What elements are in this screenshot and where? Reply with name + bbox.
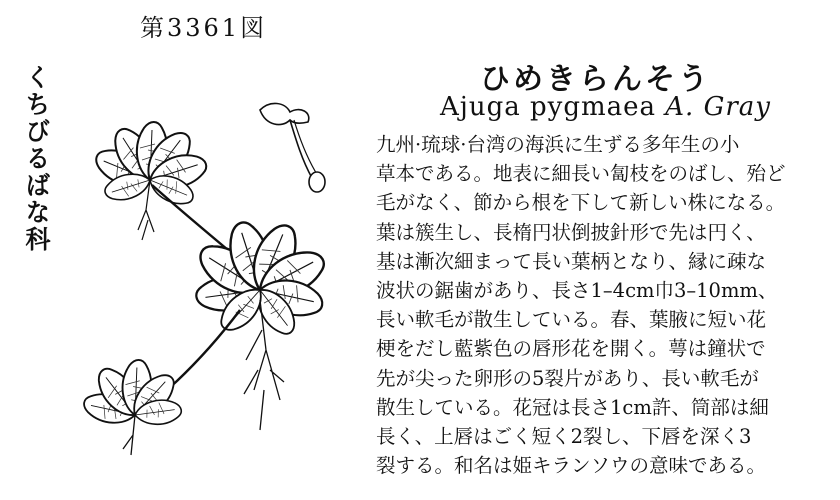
japanese-plant-name: ひめきらんそう bbox=[480, 62, 711, 97]
description-text bbox=[376, 130, 826, 480]
upper-rosette bbox=[91, 122, 210, 240]
description-line: 葉は簇生し、長楕円状倒披針形で先は円く、 bbox=[376, 220, 766, 244]
central-rosette bbox=[192, 218, 331, 430]
description-line: 基は漸次細まって長い葉柄となり、縁に疎な bbox=[376, 249, 767, 273]
figure-number: 第3361図 bbox=[140, 14, 268, 42]
scientific-name bbox=[440, 92, 771, 122]
description-line: 梗をだし藍紫色の唇形花を開く。萼は鐘状で bbox=[376, 337, 766, 361]
genus-species: Ajuga pygmaea bbox=[440, 92, 657, 122]
lower-rosette bbox=[82, 360, 183, 455]
description-line: 毛がなく、節から根を下して新しい株になる。 bbox=[376, 191, 786, 215]
plant-family-label: くちびるばな科 bbox=[22, 64, 51, 253]
description-line: 裂する。和名は姫キランソウの意味である。 bbox=[376, 454, 767, 478]
description-line: 草本である。地表に細長い匐枝をのばし、殆ど bbox=[376, 162, 786, 186]
description-line: 長い軟毛が散生している。春、葉腋に短い花 bbox=[376, 308, 767, 332]
description-line: 散生している。花冠は長さ1cm許、筒部は細 bbox=[376, 395, 769, 419]
description-line: 長く、上唇はごく短く2裂し、下唇を深く3 bbox=[376, 425, 752, 449]
flower-detail bbox=[260, 103, 325, 192]
description-line: 九州·琉球·台湾の海浜に生ずる多年生の小 bbox=[376, 133, 740, 156]
description-line: 先が尖った卵形の5裂片があり、長い軟毛が bbox=[376, 366, 759, 390]
description-line: 波状の鋸歯があり、長さ1–4cm巾3–10mm、 bbox=[376, 279, 778, 303]
author-name: A. Gray bbox=[665, 92, 771, 122]
plant-illustration bbox=[60, 60, 380, 480]
